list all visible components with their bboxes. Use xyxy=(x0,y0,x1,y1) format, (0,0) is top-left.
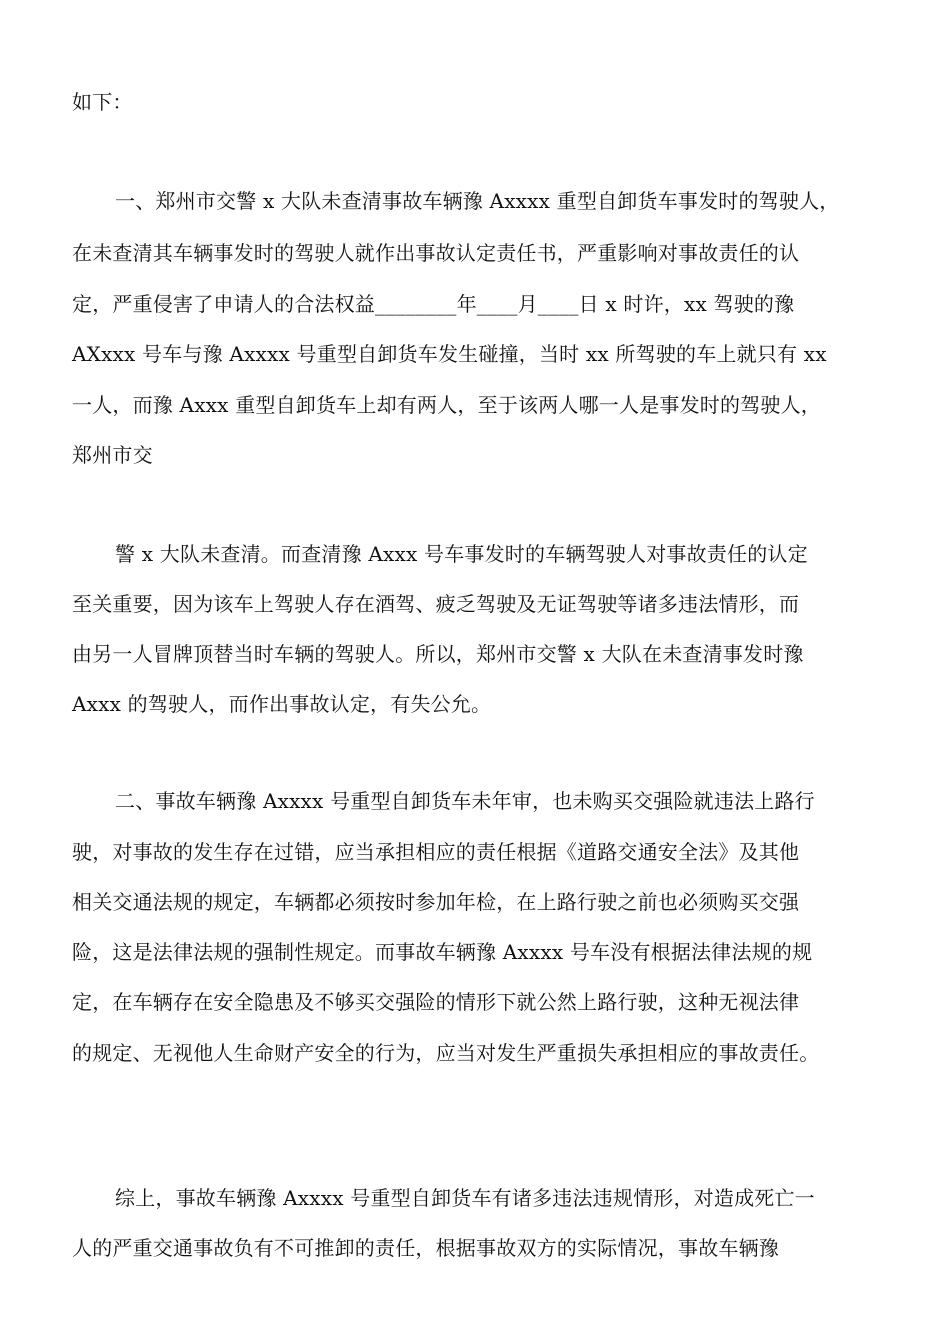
text-line: 在未查清其车辆事发时的驾驶人就作出事故认定责任书，严重影响对事故责任的认 xyxy=(72,241,800,265)
text-line: Axxx 的驾驶人，而作出事故认定，有失公允。 xyxy=(72,692,492,716)
text-line: 定，在车辆存在安全隐患及不够买交强险的情形下就公然上路行驶，这种无视法律 xyxy=(72,990,800,1014)
text-line: 由另一人冒牌顶替当时车辆的驾驶人。所以，郑州市交警 x 大队在未查清事发时豫 xyxy=(72,642,804,666)
text-line: 综上，事故车辆豫 Axxxx 号重型自卸货车有诸多违法违规情形，对造成死亡一 xyxy=(115,1186,815,1210)
text-line: 险，这是法律法规的强制性规定。而事故车辆豫 Axxxx 号车没有根据法律法规的规 xyxy=(72,940,813,964)
text-line: 一人，而豫 Axxx 重型自卸货车上却有两人，至于该两人哪一人是事发时的驾驶人， xyxy=(72,393,821,417)
text-line: 人的严重交通事故负有不可推卸的责任，根据事故双方的实际情况，事故车辆豫 xyxy=(72,1236,779,1260)
text-line: 一、郑州市交警 x 大队未查清事故车辆豫 Axxxx 重型自卸货车事发时的驾驶人， xyxy=(115,189,840,213)
text-line: 定，严重侵害了申请人的合法权益________年____月____日 x 时许，xx 驾驶的豫 xyxy=(72,292,795,316)
text-line: 至关重要，因为该车上驾驶人存在酒驾、疲乏驾驶及无证驾驶等诸多违法情形，而 xyxy=(72,592,800,616)
text-line: AXxxx 号车与豫 Axxxx 号重型自卸货车发生碰撞，当时 xx 所驾驶的车上就只有 xx xyxy=(72,342,827,366)
text-line: 相关交通法规的规定，车辆都必须按时参加年检，在上路行驶之前也必须购买交强 xyxy=(72,890,800,914)
text-line: 如下： xyxy=(72,90,133,114)
text-line: 二、事故车辆豫 Axxxx 号重型自卸货车未年审，也未购买交强险就违法上路行 xyxy=(115,789,815,813)
text-line: 郑州市交 xyxy=(72,443,153,467)
text-line: 驶，对事故的发生存在过错，应当承担相应的责任根据《道路交通安全法》及其他 xyxy=(72,840,800,864)
text-line: 的规定、无视他人生命财产安全的行为，应当对发生严重损失承担相应的事故责任。 xyxy=(72,1041,820,1065)
text-line: 警 x 大队未查清。而查清豫 Axxx 号车事发时的车辆驾驶人对事故责任的认定 xyxy=(115,542,808,566)
